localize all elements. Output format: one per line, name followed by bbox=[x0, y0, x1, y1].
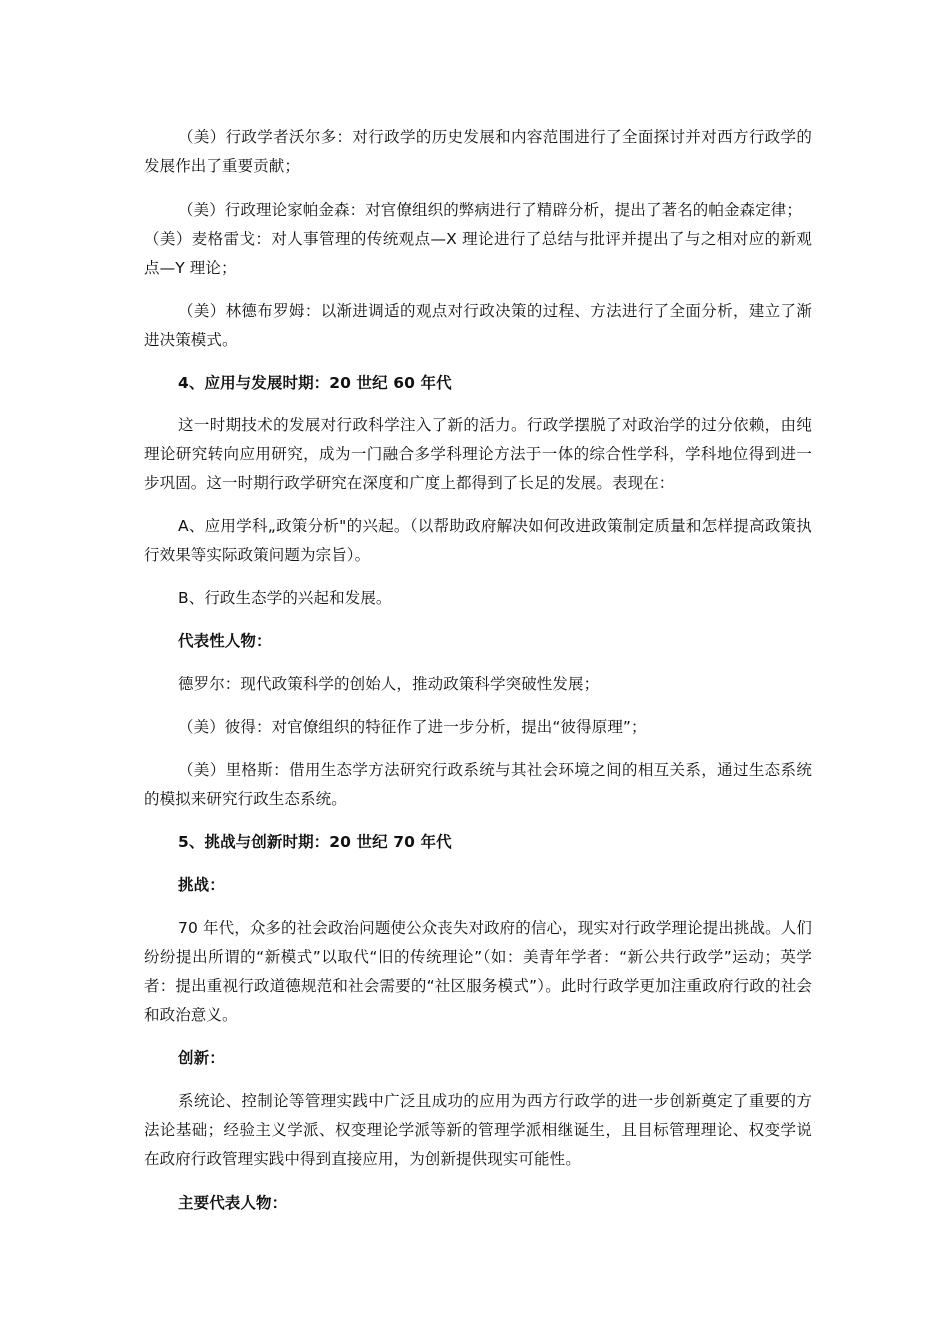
paragraph-policy-analysis: A、应用学科„政策分析"的兴起。（以帮助政府解决如何改进政策制定质量和怎样提高政策执行效果等实际政策问题为宗旨）。 bbox=[144, 517, 812, 564]
subheading-innovation: 创新： bbox=[178, 1049, 225, 1067]
paragraph-period-4-intro: 这一时期技术的发展对行政科学注入了新的活力。行政学摆脱了对政治学的过分依赖，由纯理论研究转向应用研究，成为一门融合多学科理论方法于一体的综合性学科，学科地位得到进一步巩固。这一时期行政学研究在深度和广度上都得到了长足的发展。表现在： bbox=[144, 416, 812, 492]
subheading-challenge: 挑战： bbox=[178, 876, 225, 894]
paragraph-challenge: 70 年代，众多的社会政治问题使公众丧失对政府的信心，现实对行政学理论提出挑战。人们纷纷提出所谓的“新模式”以取代“旧的传统理论”（如：美青年学者：“新公共行政学”运动；英学者：提出重视行政道德规范和社会需要的“社区服务模式”）。此时行政学更加注重政府行政的社会和政治意义。 bbox=[144, 919, 812, 1024]
paragraph-mcgregor: （美）麦格雷戈：对人事管理的传统观点—X 理论进行了总结与批评并提出了与之相对应的新观点—Y 理论； bbox=[144, 230, 812, 277]
section-heading-5: 5、挑战与创新时期：20 世纪 70 年代 bbox=[178, 833, 452, 851]
paragraph-lindblom: （美）林德布罗姆：以渐进调适的观点对行政决策的过程、方法进行了全面分析，建立了渐进决策模式。 bbox=[144, 302, 812, 349]
paragraph-riggs: （美）里格斯：借用生态学方法研究行政系统与其社会环境之间的相互关系，通过生态系统的模拟来研究行政生态系统。 bbox=[144, 761, 812, 808]
subheading-main-representatives: 主要代表人物： bbox=[178, 1194, 288, 1212]
paragraph-dror: 德罗尔：现代政策科学的创始人，推动政策科学突破性发展； bbox=[178, 675, 600, 693]
paragraph-parkinson: （美）行政理论家帕金森：对官僚组织的弊病进行了精辟分析，提出了著名的帕金森定律； bbox=[178, 201, 803, 219]
paragraph-peter: （美）彼得：对官僚组织的特征作了进一步分析，提出“彼得原理”； bbox=[178, 718, 647, 736]
paragraph-waldo: （美）行政学者沃尔多：对行政学的历史发展和内容范围进行了全面探讨并对西方行政学的发展作出了重要贡献； bbox=[144, 128, 812, 175]
paragraph-innovation: 系统论、控制论等管理实践中广泛且成功的应用为西方行政学的进一步创新奠定了重要的方法论基础；经验主义学派、权变理论学派等新的管理学派相继诞生，且目标管理理论、权变学说在政府行政管理实践中得到直接应用，为创新提供现实可能性。 bbox=[144, 1092, 812, 1168]
subheading-representatives: 代表性人物： bbox=[178, 632, 272, 650]
section-heading-4: 4、应用与发展时期：20 世纪 60 年代 bbox=[178, 374, 452, 392]
paragraph-ecology: B、行政生态学的兴起和发展。 bbox=[178, 589, 392, 607]
